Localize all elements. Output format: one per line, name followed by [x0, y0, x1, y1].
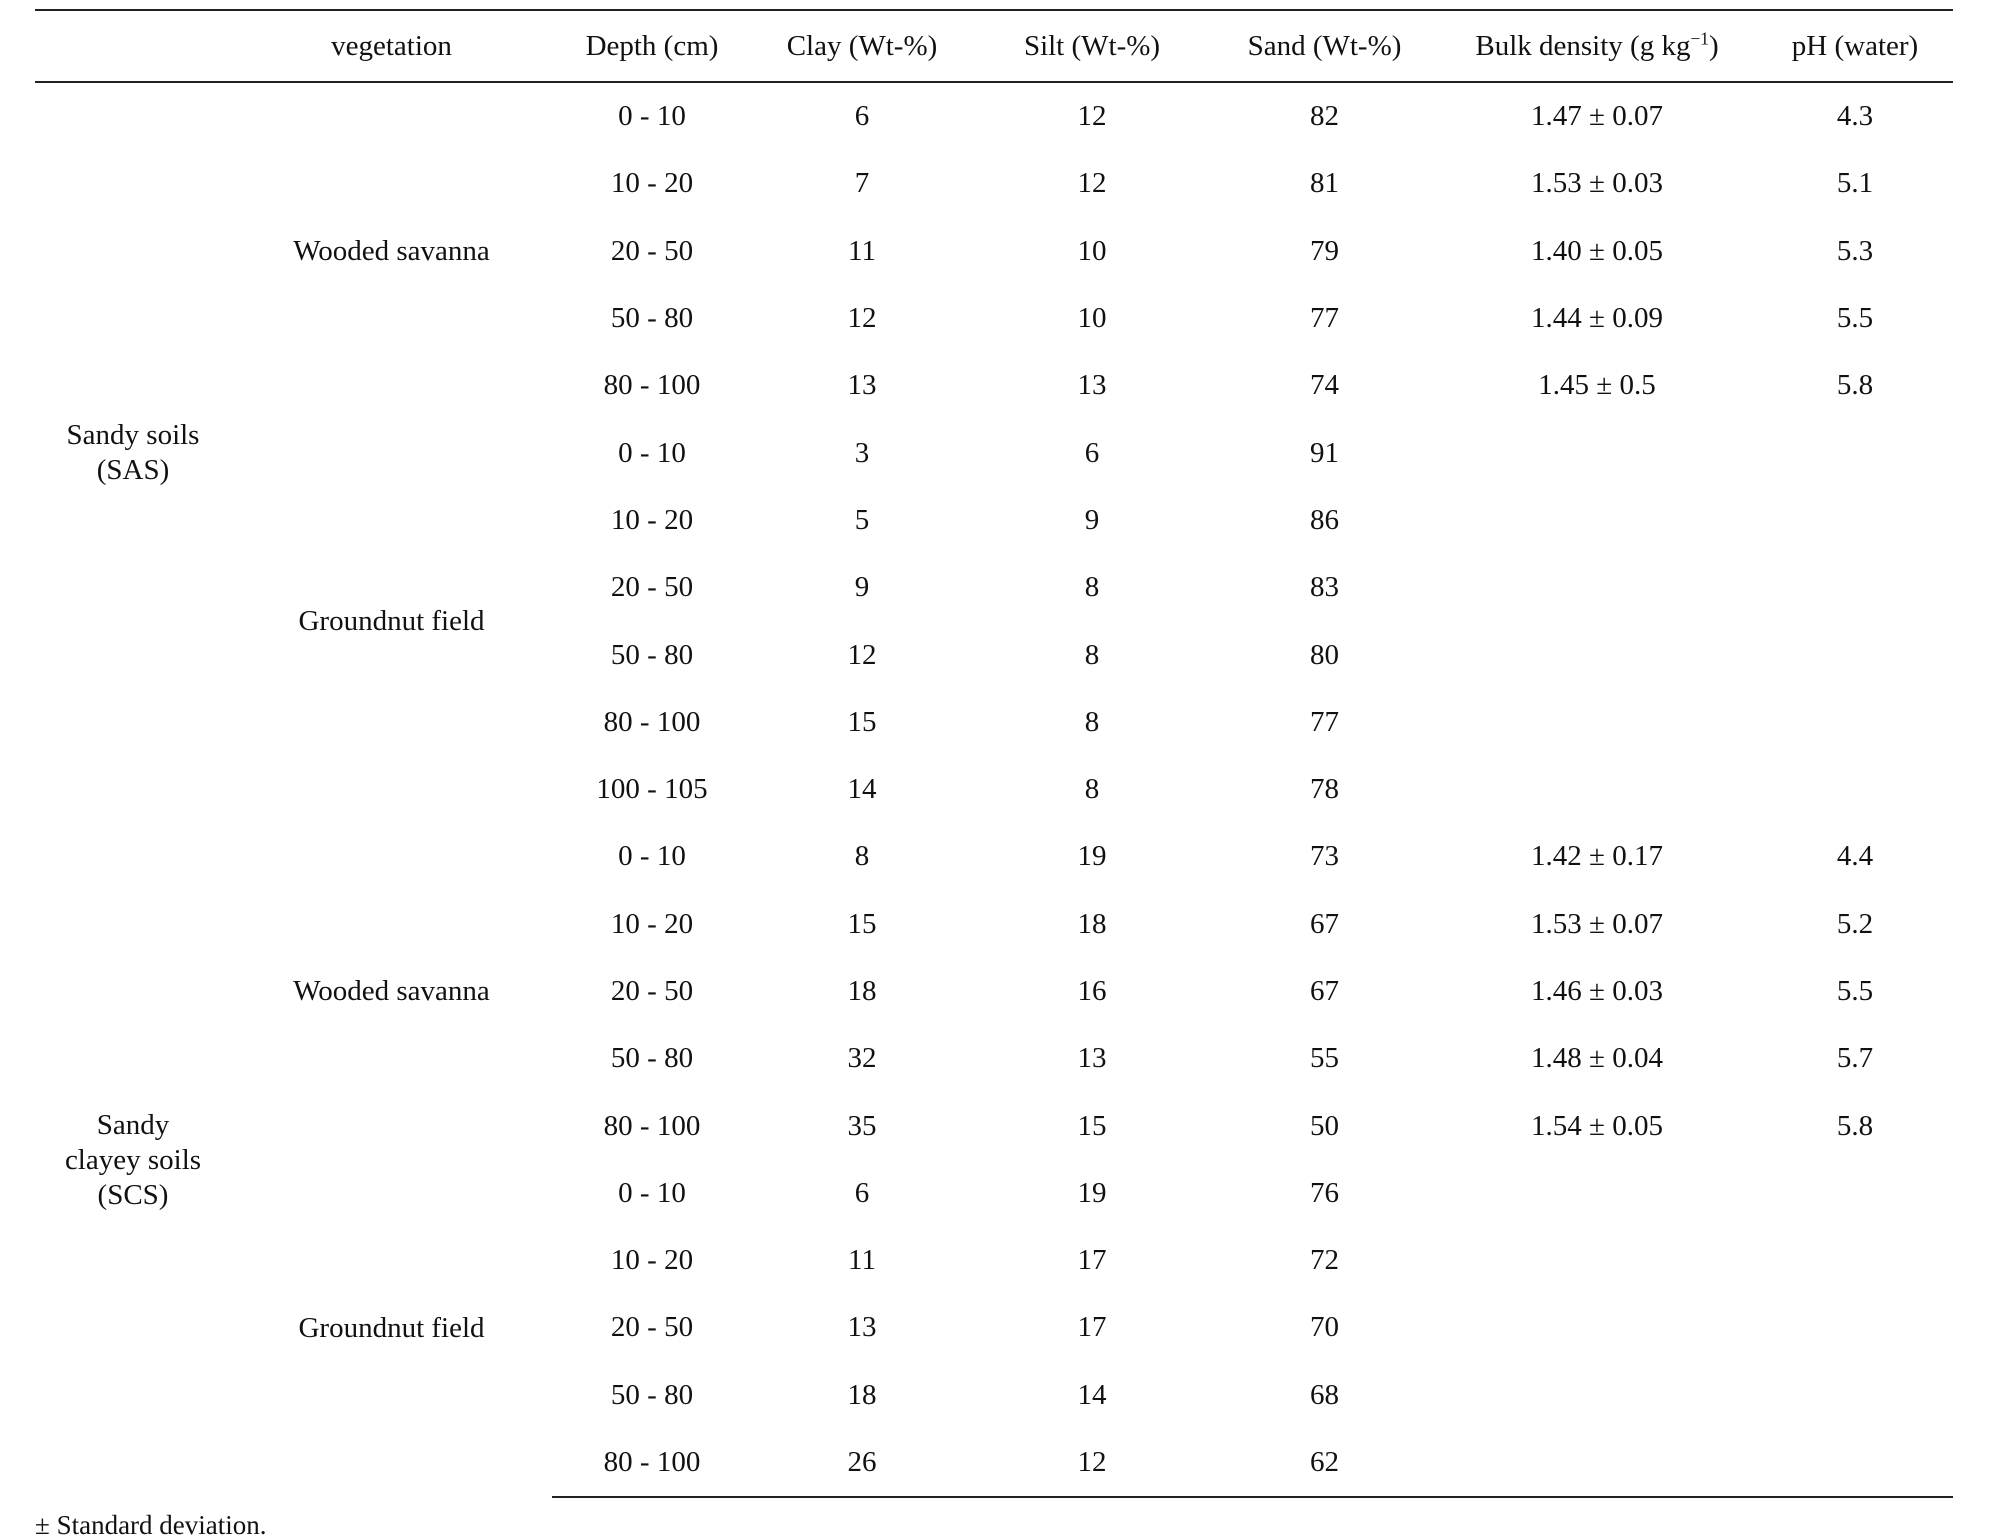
clay-cell: 18 — [847, 975, 877, 1007]
bulk-density-cell — [1437, 1294, 1757, 1361]
table-row — [35, 82, 1953, 150]
clay-cell: 11 — [848, 234, 876, 267]
ph-cell: 5.7 — [1836, 1042, 1874, 1075]
soil-properties-table — [35, 9, 1953, 1498]
silt-cell: 18 — [1077, 907, 1107, 940]
vegetation-cell: Wooded savanna — [293, 975, 490, 1007]
ph-cell — [1757, 419, 1953, 486]
header-ph: pH (water) — [1757, 10, 1953, 82]
depth-cell: 20 - 50 — [610, 975, 694, 1007]
bulk-density-cell: 1.42 ± 0.17 — [1531, 840, 1663, 873]
bulk-density-cell — [1437, 554, 1757, 621]
ph-cell: 4.4 — [1836, 840, 1874, 873]
depth-cell: 0 - 10 — [618, 1176, 686, 1209]
sand-cell: 76 — [1310, 1176, 1339, 1209]
clay-cell: 32 — [847, 1042, 877, 1075]
bulk-density-cell: 1.53 ± 0.03 — [1531, 167, 1663, 200]
header-clay: Clay (Wt-%) — [752, 10, 972, 82]
sand-cell: 79 — [1310, 234, 1339, 267]
sand-cell: 70 — [1310, 1311, 1339, 1344]
depth-cell: 10 - 20 — [610, 1244, 694, 1277]
sand-cell: 77 — [1310, 705, 1339, 738]
ph-cell — [1757, 1429, 1953, 1497]
sand-cell: 68 — [1310, 1378, 1339, 1411]
depth-cell: 50 - 80 — [610, 1042, 694, 1075]
header-depth: Depth (cm) — [552, 10, 752, 82]
ph-cell — [1757, 756, 1953, 823]
silt-cell: 13 — [1077, 1042, 1107, 1075]
clay-cell: 7 — [854, 167, 870, 200]
ph-cell — [1757, 487, 1953, 554]
silt-cell: 12 — [972, 1429, 1212, 1497]
sand-cell: 81 — [1310, 167, 1339, 200]
sand-cell: 72 — [1310, 1244, 1339, 1277]
clay-cell: 6 — [854, 1176, 870, 1209]
sand-cell: 74 — [1310, 369, 1339, 402]
clay-cell: 13 — [847, 369, 877, 402]
ph-cell: 5.8 — [1836, 1109, 1874, 1142]
silt-cell: 10 — [1077, 234, 1107, 267]
clay-cell: 9 — [854, 571, 870, 604]
silt-cell: 12 — [1077, 100, 1107, 133]
vegetation-cell: Wooded savanna — [293, 234, 490, 267]
ph-cell: 5.2 — [1836, 907, 1874, 940]
header-sand: Sand (Wt-%) — [1212, 10, 1437, 82]
depth-cell: 0 - 10 — [618, 436, 686, 469]
clay-cell: 12 — [847, 638, 877, 671]
ph-cell — [1757, 554, 1953, 621]
bulk-density-cell: 1.46 ± 0.03 — [1531, 975, 1663, 1007]
bulk-density-cell: 1.54 ± 0.05 — [1531, 1109, 1663, 1142]
silt-cell: 14 — [1077, 1378, 1107, 1411]
clay-cell: 3 — [854, 436, 870, 469]
sand-cell: 77 — [1310, 302, 1339, 335]
bulk-density-cell — [1437, 419, 1757, 486]
bulk-density-cell: 1.48 ± 0.04 — [1531, 1042, 1663, 1075]
ph-cell — [1757, 1160, 1953, 1227]
table-footnote: ± Standard deviation. — [35, 1510, 267, 1540]
bulk-density-cell: 1.40 ± 0.05 — [1531, 234, 1663, 267]
depth-cell: 10 - 20 — [610, 167, 694, 200]
sand-cell: 67 — [1310, 907, 1339, 940]
silt-cell: 13 — [1077, 369, 1107, 402]
clay-cell: 26 — [752, 1429, 972, 1497]
ph-cell — [1757, 621, 1953, 688]
depth-cell: 80 - 100 — [603, 705, 701, 738]
bulk-density-cell: 1.44 ± 0.09 — [1531, 302, 1663, 335]
ph-cell: 5.5 — [1836, 975, 1874, 1007]
depth-cell: 10 - 20 — [610, 907, 694, 940]
silt-cell: 17 — [1077, 1311, 1107, 1344]
sand-cell: 55 — [1310, 1042, 1339, 1075]
ph-cell: 4.3 — [1836, 100, 1874, 133]
silt-cell: 8 — [1084, 773, 1100, 806]
clay-cell: 35 — [847, 1109, 877, 1142]
silt-cell: 12 — [1077, 167, 1107, 200]
soil-group-code: (SCS) — [97, 1178, 169, 1211]
sand-cell: 86 — [1310, 503, 1339, 536]
silt-cell: 19 — [1077, 1176, 1107, 1209]
silt-cell: 15 — [1077, 1109, 1107, 1142]
ph-cell — [1757, 689, 1953, 756]
sand-cell: 78 — [1310, 773, 1339, 806]
bulk-density-exponent: −1 — [1690, 28, 1709, 49]
bulk-density-cell — [1437, 689, 1757, 756]
header-bulk-density — [1437, 10, 1757, 82]
table-row — [35, 419, 1953, 486]
soil-group-label: clayey soils — [64, 1143, 202, 1176]
clay-cell: 8 — [854, 840, 870, 873]
clay-cell: 13 — [847, 1311, 877, 1344]
ph-cell: 5.3 — [1836, 234, 1874, 267]
bulk-density-cell — [1437, 756, 1757, 823]
soil-group-sas — [35, 82, 231, 823]
clay-cell: 15 — [847, 907, 877, 940]
bulk-density-cell: 1.53 ± 0.07 — [1531, 907, 1663, 940]
ph-cell: 5.8 — [1836, 369, 1874, 402]
depth-cell: 80 - 100 — [603, 1109, 701, 1142]
bulk-density-close: ) — [1708, 29, 1719, 62]
bulk-density-cell: 1.47 ± 0.07 — [1531, 100, 1663, 133]
depth-cell: 80 - 100 — [552, 1429, 752, 1497]
bulk-density-cell — [1437, 1227, 1757, 1294]
depth-cell: 0 - 10 — [618, 840, 686, 873]
silt-cell: 19 — [1077, 840, 1107, 873]
depth-cell: 20 - 50 — [610, 234, 694, 267]
sand-cell: 82 — [1310, 100, 1339, 133]
depth-cell: 20 - 50 — [610, 571, 694, 604]
ph-cell: 5.5 — [1836, 302, 1874, 335]
vegetation-cell: Groundnut field — [298, 604, 485, 637]
depth-cell: 0 - 10 — [618, 100, 686, 133]
clay-cell: 6 — [854, 100, 870, 133]
header-vegetation: vegetation — [231, 10, 552, 82]
soil-group-code: (SAS) — [96, 454, 170, 487]
bulk-density-label: Bulk density (g kg — [1475, 29, 1691, 62]
silt-cell: 9 — [1084, 503, 1100, 536]
table-row — [35, 1160, 1953, 1227]
clay-cell: 5 — [854, 503, 870, 536]
header-row — [35, 10, 1953, 82]
table-body — [35, 82, 1953, 1497]
sand-cell: 50 — [1310, 1109, 1339, 1142]
soil-group-scs — [35, 823, 231, 1497]
ph-cell — [1757, 1362, 1953, 1429]
clay-cell: 14 — [847, 773, 877, 806]
bulk-density-cell — [1437, 1160, 1757, 1227]
header-silt: Silt (Wt-%) — [972, 10, 1212, 82]
sand-cell: 67 — [1310, 975, 1339, 1007]
bulk-density-cell: 1.45 ± 0.5 — [1538, 369, 1656, 402]
depth-cell: 50 - 80 — [610, 302, 694, 335]
clay-cell: 15 — [847, 705, 877, 738]
soil-group-label: Sandy — [96, 1108, 170, 1141]
depth-cell: 50 - 80 — [610, 1378, 694, 1411]
sand-cell: 73 — [1310, 840, 1339, 873]
clay-cell: 12 — [847, 302, 877, 335]
sand-cell: 83 — [1310, 571, 1339, 604]
bulk-density-cell — [1437, 487, 1757, 554]
vegetation-cell: Groundnut field — [298, 1311, 485, 1344]
ph-cell — [1757, 1294, 1953, 1361]
depth-cell: 100 - 105 — [596, 773, 708, 806]
ph-cell — [1757, 1227, 1953, 1294]
silt-cell: 8 — [1084, 705, 1100, 738]
ph-cell: 5.1 — [1836, 167, 1874, 200]
depth-cell: 10 - 20 — [610, 503, 694, 536]
depth-cell: 50 - 80 — [610, 638, 694, 671]
bulk-density-cell — [1437, 621, 1757, 688]
sand-cell: 80 — [1310, 638, 1339, 671]
soil-group-label: Sandy soils — [66, 419, 200, 452]
silt-cell: 6 — [1084, 436, 1100, 469]
silt-cell: 10 — [1077, 302, 1107, 335]
silt-cell: 8 — [1084, 638, 1100, 671]
sand-cell: 62 — [1212, 1429, 1437, 1497]
clay-cell: 18 — [847, 1378, 877, 1411]
clay-cell: 11 — [848, 1244, 876, 1277]
bulk-density-cell — [1437, 1429, 1757, 1497]
header-soil — [35, 10, 231, 82]
table-header — [35, 10, 1953, 82]
silt-cell: 16 — [1077, 975, 1107, 1007]
depth-cell: 80 - 100 — [603, 369, 701, 402]
table-row — [35, 823, 1953, 890]
silt-cell: 8 — [1084, 571, 1100, 604]
depth-cell: 20 - 50 — [610, 1311, 694, 1344]
sand-cell: 91 — [1310, 436, 1339, 469]
silt-cell: 17 — [1077, 1244, 1107, 1277]
soil-properties-table-wrapper — [35, 9, 1953, 1498]
bulk-density-cell — [1437, 1362, 1757, 1429]
